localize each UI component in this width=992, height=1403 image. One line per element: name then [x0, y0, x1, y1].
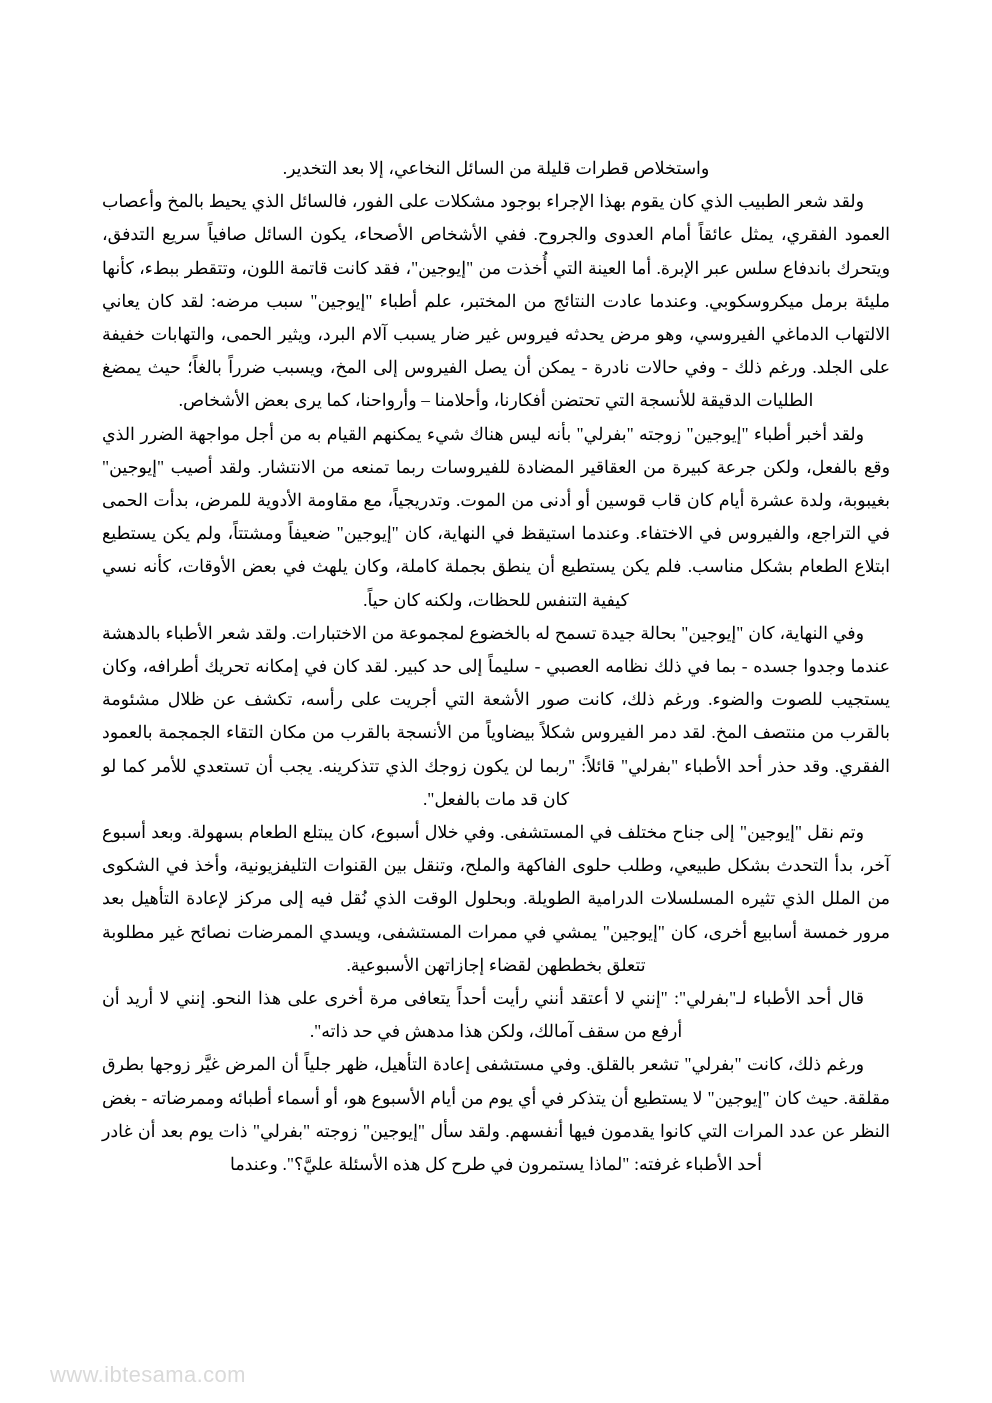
paragraph-4: وفي النهاية، كان "إيوجين" بحالة جيدة تسمح له بالخضوع لمجموعة من الاختبارات. ولقد شعر الأطباء بالدهشة عندما وجدوا جسده - بما في ذلك نظامه العصبي - سليماً إلى حد كبير. لقد كان في إمكانه تحريك أطرافه، وكان يستجيب للصوت والضوء. ورغم ذلك، كانت صور الأشعة التي أجريت على رأسه، تكشف عن ظلال مشئومة بالقرب من منتصف المخ. لقد دمر الفيروس شكلاً بيضاوياً من الأنسجة بالقرب من مكان التقاء الجمجمة بالعمود الفقري. وقد حذر أحد الأطباء "بفرلي" قائلاً: "ربما لن يكون زوجك الذي تتذكرينه. يجب أن تستعدي للأمر كما لو كان قد مات بالفعل".	[102, 622, 890, 809]
paragraph-3: ولقد أخبر أطباء "إيوجين" زوجته "بفرلي" بأنه ليس هناك شيء يمكنهم القيام به من أجل مواجهة الضرر الذي وقع بالفعل، ولكن جرعة كبيرة من العقاقير المضادة للفيروسات ربما تمنعه من الانتشار. ولقد أصيب "إيوجين" بغيبوبة، ولدة عشرة أيام كان قاب قوسين أو أدنى من الموت. وتدريجياً، مع مقاومة الأدوية للمرض، بدأت الحمى في التراجع، والفيروس في الاختفاء. وعندما استيقظ في النهاية، كان "إيوجين" ضعيفاً ومشتتاً، ولم يكن يستطيع ابتلاع الطعام بشكل مناسب. فلم يكن يستطيع أن ينطق بجملة كاملة، وكان يلهث في بعض الأوقات، كأنه نسي كيفية التنفس للحظات، ولكنه كان حياً.	[102, 423, 890, 610]
paragraph-continuation: واستخلاص قطرات قليلة من السائل النخاعي، إلا بعد التخدير.	[282, 158, 710, 178]
paragraph-5: وتم نقل "إيوجين" إلى جناح مختلف في المستشفى. وفي خلال أسبوع، كان يبتلع الطعام بسهولة. وبعد أسبوع آخر، بدأ التحدث بشكل طبيعي، وطلب حلوى الفاكهة والملح، وتنقل بين القنوات التليفزيونية، وأخذ في الشكوى من الملل الذي تثيره المسلسلات الدرامية الطويلة. وبحلول الوقت الذي نُقل فيه إلى مركز لإعادة التأهيل بعد مرور خمسة أسابيع أخرى، كان "إيوجين" يمشي في ممرات المستشفى، ويسدي الممرضات نصائح غير مطلوبة تتعلق بخططهن لقضاء إجازاتهن الأسبوعية.	[102, 822, 890, 975]
paragraph-7: ورغم ذلك، كانت "بفرلي" تشعر بالقلق. وفي مستشفى إعادة التأهيل، ظهر جلياً أن المرض غيَّر زوجها بطرق مقلقة. حيث كان "إيوجين" لا يستطيع أن يتذكر في أي يوم من أيام الأسبوع هو، أو أسماء أطبائه وممرضاته - بغض النظر عن عدد المرات التي كانوا يقدمون فيها أنفسهم. ولقد سأل "إيوجين" زوجته "بفرلي" ذات يوم بعد أن غادر أحد الأطباء غرفته: "لماذا يستمرون في طرح كل هذه الأسئلة عليَّ؟". وعندما	[102, 1054, 890, 1175]
paragraph-2: ولقد شعر الطبيب الذي كان يقوم بهذا الإجراء بوجود مشكلات على الفور، فالسائل الذي يحيط بالمخ وأعصاب العمود الفقري، يمثل عائقاً أمام العدوى والجروح. ففي الأشخاص الأصحاء، يكون السائل صافياً سريع التدفق، ويتحرك باندفاع سلس عبر الإبرة. أما العينة التي أُخذت من "إيوجين"، فقد كانت قاتمة اللون، وتتقطر ببطء، كأنها مليئة برمل ميكروسكوبي. وعندما عادت النتائج من المختبر، علم أطباء "إيوجين" سبب مرضه: لقد كان يعاني الالتهاب الدماغي الفيروسي، وهو مرض يحدثه فيروس غير ضار يسبب آلام البرد، ويثير الحمى، والتهابات خفيفة على الجلد. ورغم ذلك - وفي حالات نادرة - يمكن أن يصل الفيروس إلى المخ، ويسبب ضرراً بالغاً؛ حيث يمضغ الطليات الدقيقة للأنسجة التي تحتضن أفكارنا، وأحلامنا – وأرواحنا، كما يرى بعض الأشخاص.	[102, 191, 890, 411]
page-body-text	[102, 152, 890, 1181]
paragraph-6: قال أحد الأطباء لـ"بفرلي": "إنني لا أعتقد أنني رأيت أحداً يتعافى مرة أخرى على هذا النحو. إنني لا أريد أن أرفع من سقف آمالك، ولكن هذا مدهش في حد ذاته".	[102, 988, 864, 1042]
site-watermark: www.ibtesama.com	[50, 1362, 246, 1387]
